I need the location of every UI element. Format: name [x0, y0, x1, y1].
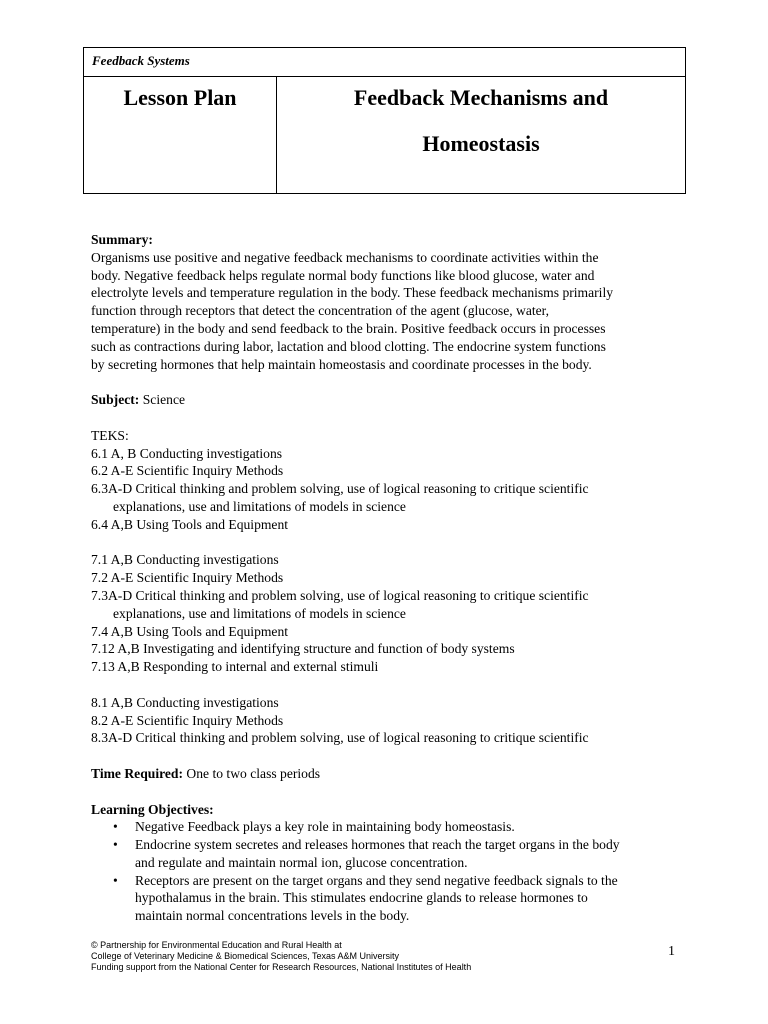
summary-heading: Summary:: [91, 232, 153, 247]
bullet-icon: •: [113, 872, 118, 888]
page-number: 1: [668, 944, 675, 959]
header-table: [83, 47, 686, 194]
teks-item: 6.2 A-E Scientific Inquiry Methods: [91, 463, 284, 479]
teks-item: 8.3A-D Critical thinking and problem solving, use of logical reasoning to critique scientific: [91, 730, 589, 746]
teks-item: 7.2 A-E Scientific Inquiry Methods: [91, 570, 284, 586]
bullet-icon: •: [113, 819, 118, 835]
teks-heading: TEKS:: [91, 427, 129, 443]
teks-item: 8.1 A,B Conducting investigations: [91, 694, 279, 710]
teks-item: 6.3A-D Critical thinking and problem solving, use of logical reasoning to critique scientific: [91, 481, 589, 497]
teks-item: 6.1 A, B Conducting investigations: [91, 445, 283, 461]
header-title-cell: [277, 77, 685, 193]
time-required-line: Time Required: One to two class periods: [91, 765, 321, 781]
teks-item: 7.13 A,B Responding to internal and external stimuli: [91, 659, 379, 675]
list-item: • Endocrine system secretes and releases hormones that reach the target organs in the body and regulate and maintain normal ion, glucose concentration.: [113, 837, 620, 870]
summary-text: [91, 249, 691, 374]
summary-line: function through receptors that detect the concentration of the agent (glucose, water,: [91, 303, 550, 319]
teks-item-continued: explanations, use and limitations of models in science: [113, 498, 406, 514]
footer-line: © Partnership for Environmental Education and Rural Health at: [91, 940, 342, 950]
objectives-heading: Learning Objectives:: [91, 801, 214, 817]
subject-line: Subject: Science: [91, 392, 186, 408]
header-section-cell: [84, 48, 685, 77]
summary-line: body. Negative feedback helps regulate normal body functions like blood glucose, water and: [91, 267, 595, 283]
teks-item-continued: explanations, use and limitations of models in science: [113, 605, 406, 621]
footer-credits: [91, 940, 471, 973]
teks-item: 7.1 A,B Conducting investigations: [91, 552, 279, 568]
footer-line: College of Veterinary Medicine & Biomedical Sciences, Texas A&M University: [91, 951, 399, 961]
summary-line: electrolyte levels and temperature regulation in the body. These feedback mechanisms primarily: [91, 285, 614, 301]
list-item: • Negative Feedback plays a key role in maintaining body homeostasis.: [113, 819, 515, 835]
header-doctype-cell: [84, 77, 277, 193]
title-line-2: Homeostasis: [422, 131, 540, 156]
teks-item: 8.2 A-E Scientific Inquiry Methods: [91, 712, 284, 728]
list-item: • Receptors are present on the target organs and they send negative feedback signals to the hypothalamus in the brain. This stimulates endocrine glands to release hormones to maintain normal concentrations levels in the body.: [113, 872, 618, 924]
teks-item: 7.3A-D Critical thinking and problem solving, use of logical reasoning to critique scientific: [91, 587, 589, 603]
summary-line: Organisms use positive and negative feedback mechanisms to coordinate activities within the: [91, 249, 599, 265]
objectives-list: [91, 818, 691, 925]
teks-item: 6.4 A,B Using Tools and Equipment: [91, 516, 289, 532]
footer-line: Funding support from the National Center for Research Resources, National Institutes of Health: [91, 962, 472, 972]
bullet-icon: •: [113, 837, 118, 853]
summary-line: temperature) in the body and send feedback to the brain. Positive feedback occurs in processes: [91, 320, 606, 336]
teks-item: 7.4 A,B Using Tools and Equipment: [91, 623, 289, 639]
summary-line: by secreting hormones that help maintain homeostasis and coordinate processes in the body.: [91, 356, 592, 372]
doc-type-label: Lesson Plan: [123, 85, 237, 110]
title-line-1: Feedback Mechanisms and: [353, 85, 609, 110]
document-body: [91, 231, 691, 925]
section-label: Feedback Systems: [92, 53, 190, 68]
teks-item: 7.12 A,B Investigating and identifying structure and function of body systems: [91, 641, 515, 657]
summary-line: such as contractions during labor, lactation and blood clotting. The endocrine system functions: [91, 338, 606, 354]
